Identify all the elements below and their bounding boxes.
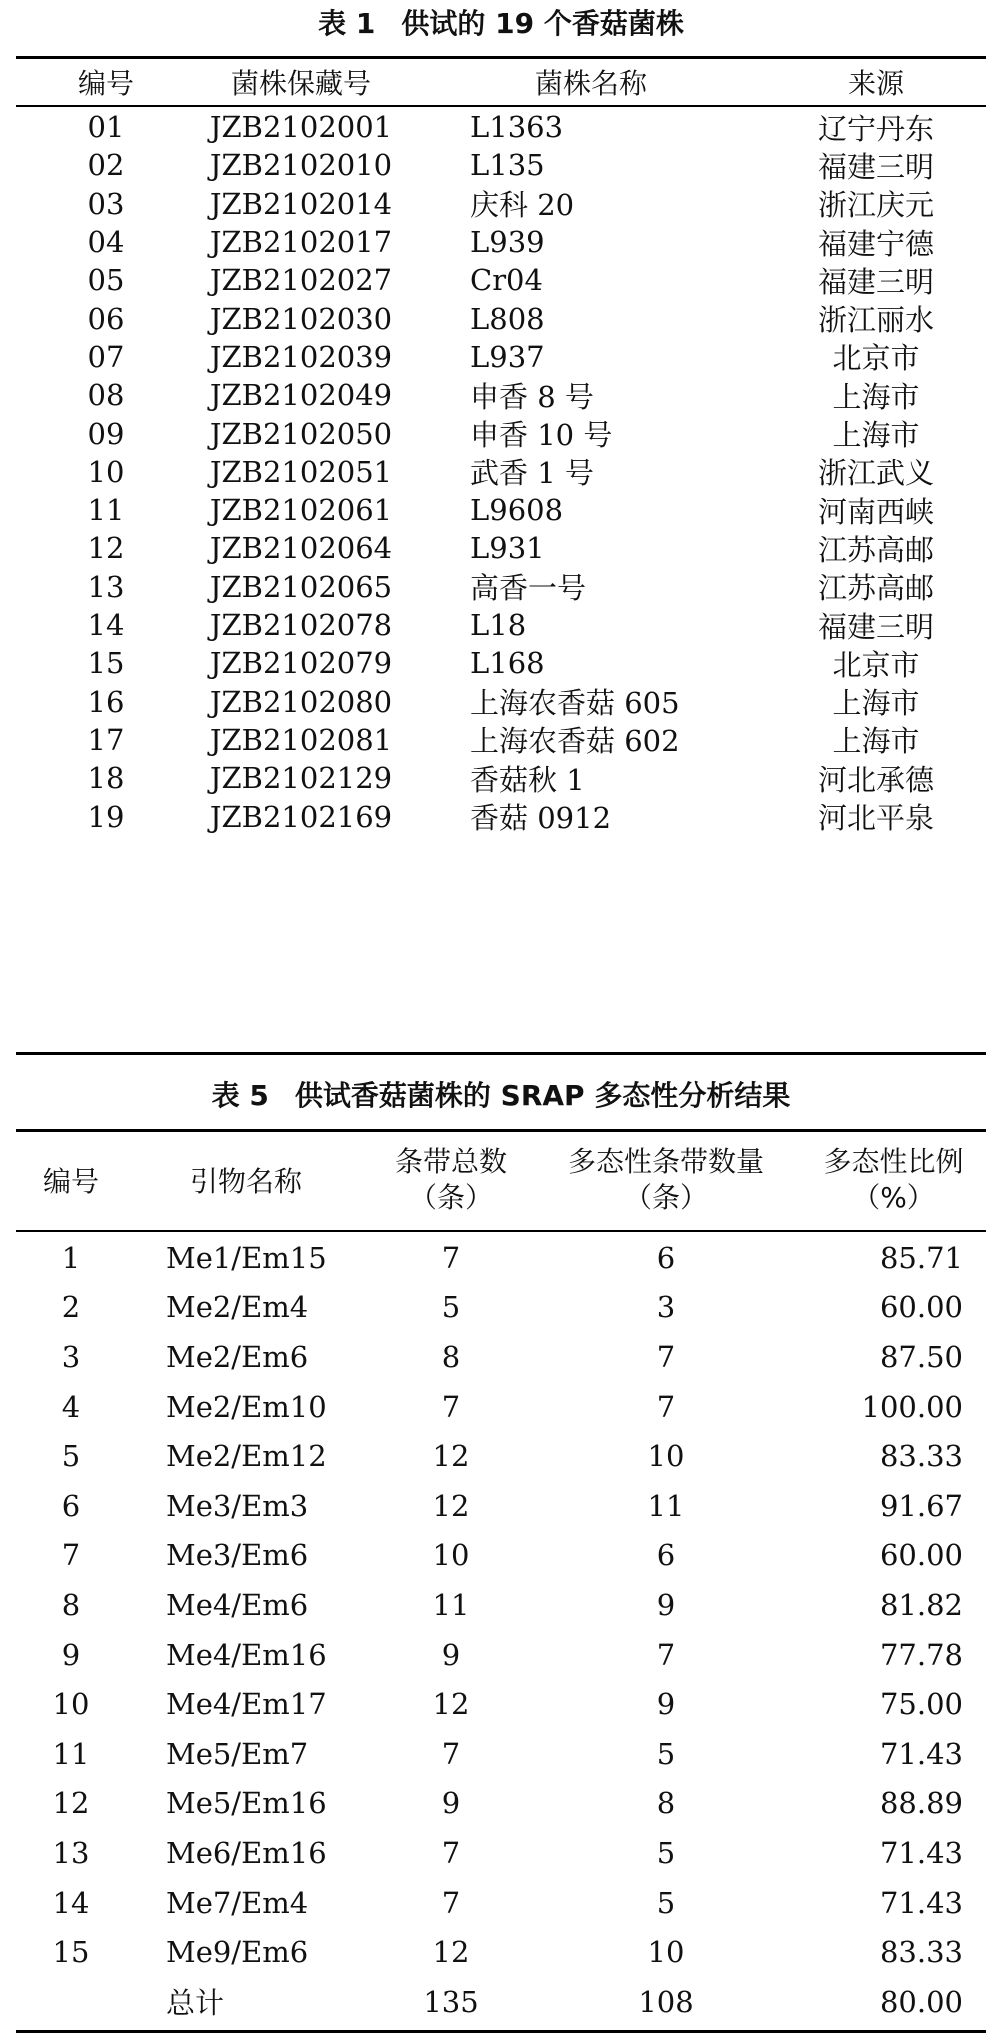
table-row [16,606,986,644]
table1-cell-strain-name: L931 [470,531,545,566]
table-row [16,797,986,835]
table1-cell-origin: 上海市 [832,686,920,721]
table-row [16,759,986,797]
table-row [16,376,986,414]
table5-cell-id: 12 [52,1786,90,1821]
table1-cell-origin: 上海市 [832,724,920,759]
table1-cell-accession: JZB2102081 [209,722,393,757]
table1-cell-strain-name: L168 [470,646,545,681]
table-row [16,529,986,567]
table5-header-id [16,1133,126,1227]
table5-cell-primer: Me4/Em17 [166,1687,327,1722]
table1-cell-accession: JZB2102001 [209,110,393,145]
table1-cell-strain-name: 庆科 20 [470,188,575,223]
table-row [16,491,986,529]
table5-cell-total-bands: 9 [441,1786,461,1821]
table1-bottom-rule [16,1052,986,1055]
table1-cell-id: 06 [87,301,125,336]
table5-header-total-bands-line2: （条） [408,1181,493,1214]
table5-cell-id: 13 [52,1835,90,1870]
table5-cell-id: 14 [52,1885,90,1920]
table5-header-row [16,1133,986,1227]
table1-cell-strain-name: 高香一号 [470,571,587,606]
table5-cell-poly-ratio: 91.67 [879,1488,963,1523]
table1-cell-origin: 江苏高邮 [817,532,934,567]
table1-cell-accession: JZB2102010 [209,148,393,183]
table1-cell-id: 04 [87,225,125,260]
table1-header-accession: 菌株保藏号 [230,67,371,100]
table5-cell-poly-bands: 5 [656,1885,676,1920]
table5-cell-total-bands: 7 [441,1835,461,1870]
table-row [16,1580,986,1630]
table1-cell-origin: 辽宁丹东 [817,111,934,146]
table1-cell-strain-name: 上海农香菇 605 [470,686,680,721]
table1-cell-id: 15 [87,646,125,681]
table5-cell-id: 6 [61,1488,81,1523]
table1-cell-origin: 福建三明 [817,264,934,299]
table1-cell-strain-name: 申香 8 号 [470,379,594,414]
table1-cell-accession: JZB2102027 [209,263,393,298]
table5-cell-total-bands: 12 [432,1439,470,1474]
table5-cell-poly-ratio: 83.33 [879,1935,963,1970]
table1-cell-id: 17 [87,722,125,757]
table1-cell-accession: JZB2102065 [209,569,393,604]
table5-cell-poly-ratio: 85.71 [879,1240,963,1275]
table-row [16,1283,986,1333]
table5-cell-primer: 总计 [166,1986,225,2021]
table5-cell-poly-ratio: 81.82 [879,1587,963,1622]
table5-bottom-rule [16,2030,986,2033]
table1-top-rule [16,56,986,59]
table-row [16,223,986,261]
table1-cell-origin: 浙江丽水 [817,303,934,338]
table5-cell-poly-bands: 7 [656,1339,676,1374]
table1-cell-accession: JZB2102014 [209,186,393,221]
table5-cell-poly-bands: 5 [656,1736,676,1771]
table5-cell-poly-ratio: 71.43 [879,1835,963,1870]
table5-cell-poly-bands: 7 [656,1637,676,1672]
table5-cell-poly-bands: 3 [656,1290,676,1325]
table5-cell-total-bands: 12 [432,1488,470,1523]
table-row [16,1332,986,1382]
table5-cell-poly-ratio: 88.89 [879,1786,963,1821]
table5-cell-primer: Me7/Em4 [166,1885,309,1920]
table1-cell-id: 02 [87,148,125,183]
table5-top-rule [16,1129,986,1132]
table-row [16,1233,986,1283]
table5-cell-total-bands: 11 [432,1587,470,1622]
table1-cell-strain-name: 上海农香菇 602 [470,724,680,759]
table5-caption: 供试香菇菌株的 SRAP 多态性分析结果 [294,1079,791,1112]
table-row [16,1828,986,1878]
table5-cell-total-bands: 7 [441,1736,461,1771]
table1-cell-strain-name: 武香 1 号 [470,456,594,491]
table1-cell-accession: JZB2102079 [209,646,393,681]
table1-cell-id: 16 [87,684,125,719]
table1-cell-id: 14 [87,608,125,643]
table5-cell-primer: Me2/Em12 [166,1439,327,1474]
table-row [16,1630,986,1680]
table5-cell-primer: Me3/Em3 [166,1488,309,1523]
table1-cell-accession: JZB2102030 [209,301,393,336]
table1-cell-strain-name: L937 [470,339,545,374]
table5-cell-id [16,1977,126,2027]
table5-cell-id: 7 [61,1538,81,1573]
table-row [16,721,986,759]
table1-cell-origin: 浙江庆元 [817,188,934,223]
table1-cell-origin: 河北承德 [817,762,934,797]
table5-header-rule [16,1230,986,1232]
table-row [16,185,986,223]
table1-header-strain-name: 菌株名称 [534,67,647,100]
table5-cell-poly-ratio: 77.78 [879,1637,963,1672]
table5-cell-poly-bands: 6 [656,1240,676,1275]
table-row [16,261,986,299]
table-row [16,1927,986,1977]
table5-header-total-bands [366,1133,536,1227]
table1-cell-strain-name: L808 [470,301,545,336]
table1-cell-accession: JZB2102049 [209,378,393,413]
table1-header-id: 编号 [77,67,134,100]
table-row [16,1531,986,1581]
table5-cell-poly-bands: 8 [656,1786,676,1821]
table5-cell-primer: Me1/Em15 [166,1240,327,1275]
table5-cell-poly-ratio: 80.00 [879,1984,963,2019]
table5-cell-poly-bands: 10 [647,1439,685,1474]
table5-label: 表 5 [211,1079,269,1112]
table1-cell-strain-name: 申香 10 号 [470,418,613,453]
table1-cell-origin: 浙江武义 [817,456,934,491]
table5-cell-total-bands: 5 [441,1290,461,1325]
table1-cell-id: 11 [87,493,125,528]
table5-title [0,1076,1002,1116]
table1-cell-strain-name: Cr04 [470,263,543,298]
table1-cell-origin: 江苏高邮 [817,571,934,606]
table1-cell-strain-name: 香菇 0912 [470,801,612,836]
table5-cell-id: 2 [61,1290,81,1325]
table5-cell-poly-bands: 5 [656,1835,676,1870]
table5-cell-poly-bands: 6 [656,1538,676,1573]
table5-cell-primer: Me2/Em6 [166,1339,309,1374]
table5-cell-primer: Me3/Em6 [166,1538,309,1573]
table5-cell-total-bands: 7 [441,1240,461,1275]
table5-cell-total-bands: 135 [423,1984,479,2019]
table5-cell-poly-ratio: 71.43 [879,1885,963,1920]
table5-header-primer-text: 引物名称 [189,1165,302,1198]
table5-cell-id: 1 [61,1240,81,1275]
table5-header-poly-ratio [801,1133,986,1227]
table5-cell-primer: Me5/Em7 [166,1736,309,1771]
table5-cell-total-bands: 10 [432,1538,470,1573]
table5-cell-poly-bands: 9 [656,1587,676,1622]
table5-cell-id: 9 [61,1637,81,1672]
table-row [16,683,986,721]
table1-cell-id: 03 [87,186,125,221]
table1-cell-id: 10 [87,454,125,489]
table5-header-poly-bands [541,1133,791,1227]
table5-cell-poly-bands: 11 [647,1488,685,1523]
table-row [16,1779,986,1829]
table-row [16,1679,986,1729]
table5-cell-primer: Me5/Em16 [166,1786,327,1821]
table1-cell-origin: 河北平泉 [817,801,934,836]
table-row [16,1729,986,1779]
table5-cell-total-bands: 12 [432,1687,470,1722]
table5-cell-id: 5 [61,1439,81,1474]
table5-cell-poly-bands: 10 [647,1935,685,1970]
table5-header-poly-bands-line2: （条） [623,1181,708,1214]
table5-header-primer [136,1133,356,1227]
table1-cell-id: 01 [87,110,125,145]
table5-cell-primer: Me2/Em10 [166,1389,327,1424]
table5-header-poly-bands-line1: 多态性条带数量 [567,1145,764,1178]
table5-cell-total-bands: 9 [441,1637,461,1672]
table-row [16,568,986,606]
table5-cell-poly-ratio: 83.33 [879,1439,963,1474]
table1-cell-origin: 河南西峡 [817,494,934,529]
table-row [16,414,986,452]
table5-header-poly-ratio-line1: 多态性比例 [823,1145,964,1178]
table1-header-row [16,60,986,104]
table5-cell-primer: Me6/Em16 [166,1835,327,1870]
table-row [16,1382,986,1432]
table1-cell-id: 12 [87,531,125,566]
table5-cell-poly-ratio: 87.50 [879,1339,963,1374]
table1-caption: 供试的 19 个香菇菌株 [401,7,684,40]
table1-cell-accession: JZB2102080 [209,684,393,719]
table1-cell-origin: 福建宁德 [817,226,934,261]
table1-cell-id: 18 [87,761,125,796]
table1-cell-accession: JZB2102064 [209,531,393,566]
table5-cell-id: 11 [52,1736,90,1771]
table1-cell-id: 07 [87,339,125,374]
table-row [16,1878,986,1928]
table5-cell-id: 4 [61,1389,81,1424]
table5-cell-id: 8 [61,1587,81,1622]
table5-cell-poly-ratio: 60.00 [879,1290,963,1325]
table1-cell-id: 19 [87,799,125,834]
table5-cell-poly-bands: 7 [656,1389,676,1424]
table1-cell-accession: JZB2102061 [209,493,393,528]
table1-cell-accession: JZB2102129 [209,761,393,796]
table1-label: 表 1 [318,7,376,40]
table5-cell-poly-ratio: 71.43 [879,1736,963,1771]
table1-cell-strain-name: L9608 [470,493,564,528]
table-row [16,338,986,376]
table5-cell-primer: Me4/Em6 [166,1587,309,1622]
table5-cell-total-bands: 12 [432,1935,470,1970]
table1-header-origin: 来源 [847,67,904,100]
table5-cell-primer: Me9/Em6 [166,1935,309,1970]
table1-cell-accession: JZB2102051 [209,454,393,489]
table1-cell-accession: JZB2102169 [209,799,393,834]
table1-cell-accession: JZB2102017 [209,225,393,260]
table1-cell-origin: 北京市 [832,341,920,376]
table1-cell-id: 05 [87,263,125,298]
table5-cell-poly-ratio: 60.00 [879,1538,963,1573]
table1-cell-origin: 上海市 [832,418,920,453]
table5-cell-total-bands: 8 [441,1339,461,1374]
table1-cell-accession: JZB2102078 [209,608,393,643]
table1-cell-id: 13 [87,569,125,604]
table5-header-id-text: 编号 [42,1165,99,1198]
table1-cell-strain-name: L18 [470,608,527,643]
table1-cell-strain-name: L135 [470,148,545,183]
table5-cell-id: 3 [61,1339,81,1374]
table5-cell-poly-ratio: 100.00 [861,1389,963,1424]
table1-cell-accession: JZB2102039 [209,339,393,374]
table-row [16,108,986,146]
table5-cell-poly-ratio: 75.00 [879,1687,963,1722]
table-row [16,300,986,338]
table5-cell-total-bands: 7 [441,1389,461,1424]
table-row [16,1431,986,1481]
table1-cell-strain-name: L1363 [470,110,564,145]
table5-cell-poly-bands: 108 [638,1984,694,2019]
table1-cell-origin: 福建三明 [817,149,934,184]
table5-cell-primer: Me4/Em16 [166,1637,327,1672]
table-row [16,146,986,184]
table5-cell-primer: Me2/Em4 [166,1290,309,1325]
table1-cell-id: 09 [87,416,125,451]
table1-title [0,4,1002,44]
table-row [16,453,986,491]
table-row [16,644,986,682]
table1-cell-accession: JZB2102050 [209,416,393,451]
table5-cell-total-bands: 7 [441,1885,461,1920]
table1-cell-origin: 上海市 [832,379,920,414]
table5-header-total-bands-line1: 条带总数 [394,1145,507,1178]
table5-header-poly-ratio-line2: （%） [852,1181,935,1214]
table1-cell-strain-name: L939 [470,225,545,260]
table5-cell-poly-bands: 9 [656,1687,676,1722]
table5-cell-id: 10 [52,1687,90,1722]
table5-cell-id: 15 [52,1935,90,1970]
table1-cell-origin: 北京市 [832,647,920,682]
table1-cell-strain-name: 香菇秋 1 [470,762,585,797]
table1-cell-id: 08 [87,378,125,413]
table-row [16,1481,986,1531]
table1-cell-origin: 福建三明 [817,609,934,644]
table-row [16,1977,986,2027]
